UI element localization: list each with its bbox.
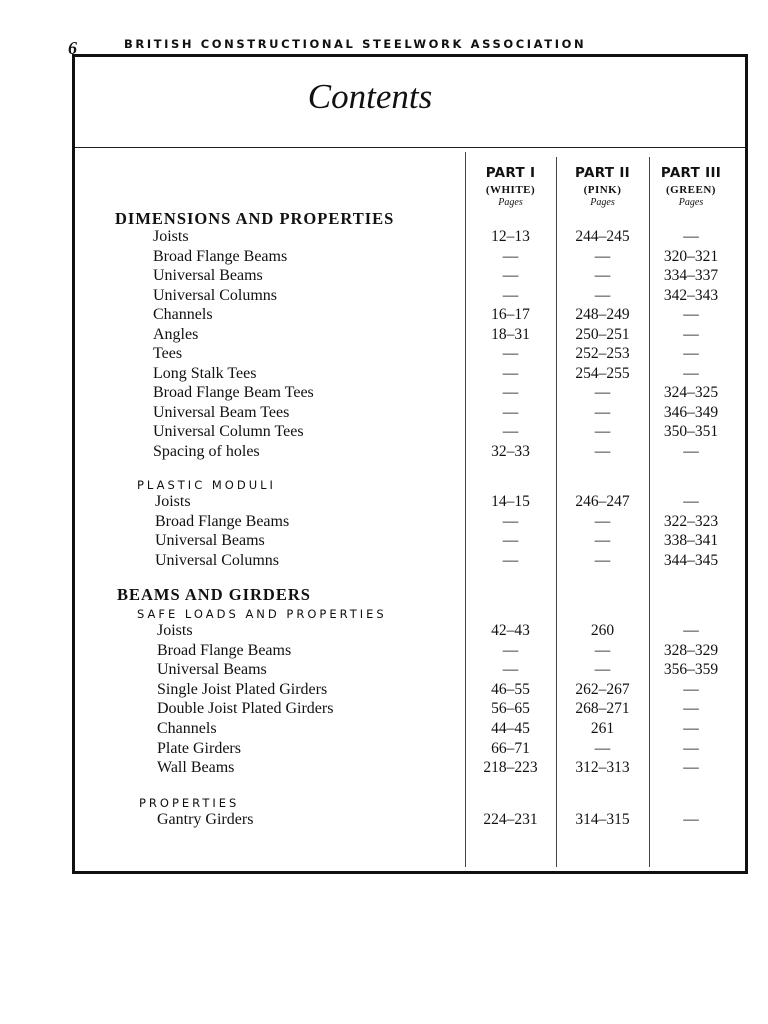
column-header-part-3: [649, 165, 733, 208]
row-pages-part-1: 44–45: [491, 720, 530, 737]
row-label: Channels: [157, 720, 217, 737]
row-pages-part-2: 252–253: [575, 345, 630, 362]
row-pages-part-3: 342–343: [663, 286, 719, 304]
row-pages-part-3: 320–321: [663, 247, 719, 265]
row-pages-part-2: 261: [590, 720, 615, 737]
row-pages-part-1: —: [502, 423, 519, 440]
contents-row: [75, 228, 745, 248]
contents-row: [75, 700, 745, 720]
contents-row: [75, 513, 745, 533]
row-pages-part-2: 262–267: [575, 680, 630, 698]
row-pages-part-1: 16–17: [491, 306, 530, 323]
row-label: Channels: [153, 306, 213, 323]
part-2-pages-label: Pages: [590, 197, 615, 208]
row-pages-part-1: —: [502, 267, 519, 284]
row-pages-part-2: —: [594, 423, 611, 440]
row-pages-part-1: —: [502, 532, 519, 549]
row-pages-part-3: 356–359: [663, 661, 719, 679]
row-pages-part-2: —: [594, 403, 611, 421]
subsection-properties: PROPERTIES: [139, 796, 240, 810]
contents-row: [75, 326, 745, 346]
part-2-title: PART II: [575, 165, 630, 181]
row-label: Universal Columns: [155, 551, 279, 569]
part-3-pages-label: Pages: [678, 197, 704, 208]
row-label: Gantry Girders: [157, 811, 254, 828]
row-pages-part-3: 338–341: [663, 532, 719, 549]
part-1-title: PART I: [485, 165, 536, 181]
row-pages-part-2: —: [594, 247, 611, 265]
contents-row: [75, 287, 745, 307]
row-pages-part-1: 18–31: [491, 325, 530, 343]
row-label: Broad Flange Beams: [157, 641, 292, 659]
row-pages-part-3: —: [683, 442, 699, 460]
row-pages-part-1: —: [502, 247, 519, 265]
row-pages-part-1: —: [502, 403, 519, 421]
row-pages-part-2: —: [594, 532, 611, 549]
row-label: Long Stalk Tees: [153, 364, 257, 382]
row-pages-part-3: —: [683, 739, 699, 757]
row-pages-part-3: —: [683, 493, 699, 510]
contents-row: [75, 443, 745, 463]
part-2-colour: (PINK): [583, 184, 622, 196]
row-label: Spacing of holes: [153, 442, 260, 460]
row-pages-part-1: 32–33: [491, 442, 530, 460]
row-pages-part-1: —: [502, 345, 519, 362]
contents-row: [75, 740, 745, 760]
row-label: Wall Beams: [157, 759, 235, 777]
contents-row: [75, 365, 745, 385]
row-pages-part-2: 268–271: [575, 700, 630, 718]
contents-row: [75, 248, 745, 268]
contents-row: [75, 552, 745, 572]
row-label: Broad Flange Beams: [153, 247, 288, 265]
row-pages-part-3: —: [683, 325, 699, 343]
contents-row: [75, 642, 745, 662]
contents-row: [75, 493, 745, 513]
row-label: Universal Beams: [155, 532, 265, 549]
row-label: Universal Beam Tees: [153, 403, 290, 421]
row-label: Joists: [157, 622, 193, 639]
row-pages-part-2: 254–255: [575, 364, 630, 382]
contents-row: [75, 811, 745, 831]
row-pages-part-2: —: [594, 442, 611, 460]
row-label: Universal Beams: [157, 661, 267, 679]
row-pages-part-2: 312–313: [575, 759, 630, 777]
row-label: Joists: [153, 228, 189, 245]
row-pages-part-1: —: [502, 661, 519, 679]
column-header-part-2: [556, 165, 649, 208]
row-pages-part-3: 322–323: [663, 512, 719, 530]
row-label: Universal Columns: [153, 286, 277, 304]
contents-row: [75, 384, 745, 404]
row-pages-part-1: —: [502, 512, 519, 530]
row-pages-part-1: 12–13: [491, 228, 530, 245]
row-pages-part-1: —: [502, 364, 519, 382]
row-pages-part-1: 66–71: [491, 739, 530, 757]
row-pages-part-3: 346–349: [663, 403, 719, 421]
row-pages-part-2: —: [594, 661, 611, 679]
row-pages-part-2: —: [594, 739, 611, 757]
contents-row: [75, 622, 745, 642]
contents-title: Contents: [307, 77, 433, 116]
row-pages-part-1: 46–55: [491, 680, 530, 698]
section-beams-and-girders: BEAMS AND GIRDERS: [117, 585, 311, 604]
row-pages-part-3: —: [683, 811, 699, 828]
row-pages-part-3: —: [683, 759, 699, 777]
row-pages-part-3: 344–345: [663, 551, 719, 569]
row-pages-part-2: 248–249: [575, 306, 630, 323]
section-dimensions-and-properties: DIMENSIONS AND PROPERTIES: [115, 209, 395, 228]
row-pages-part-3: 328–329: [663, 641, 719, 659]
row-pages-part-1: —: [502, 384, 519, 401]
row-pages-part-1: 42–43: [491, 622, 530, 639]
row-pages-part-3: —: [683, 622, 699, 639]
contents-row: [75, 681, 745, 701]
row-pages-part-3: —: [683, 306, 699, 323]
row-pages-part-1: 56–65: [491, 700, 530, 718]
row-pages-part-3: —: [683, 228, 699, 245]
subsection-safe-loads-and-properties: SAFE LOADS AND PROPERTIES: [137, 607, 387, 621]
page-number: 6: [68, 38, 77, 58]
row-pages-part-2: 246–247: [575, 493, 630, 510]
row-pages-part-3: —: [683, 364, 699, 382]
title-divider: [75, 147, 745, 148]
row-pages-part-2: —: [594, 512, 611, 530]
running-header: BRITISH CONSTRUCTIONAL STEELWORK ASSOCIATION: [124, 37, 587, 51]
contents-row: [75, 720, 745, 740]
contents-row: [75, 661, 745, 681]
row-pages-part-2: 260: [590, 622, 615, 639]
contents-row: [75, 759, 745, 779]
contents-row: [75, 532, 745, 552]
row-label: Universal Beams: [153, 267, 263, 284]
row-pages-part-3: —: [683, 720, 699, 737]
row-pages-part-3: 334–337: [663, 267, 719, 284]
row-pages-part-1: 14–15: [491, 493, 530, 510]
contents-row: [75, 404, 745, 424]
row-pages-part-1: —: [502, 286, 519, 304]
row-label: Joists: [155, 493, 191, 510]
row-label: Plate Girders: [157, 739, 241, 757]
row-pages-part-3: —: [683, 345, 699, 362]
row-pages-part-1: —: [502, 551, 519, 569]
part-1-pages-label: Pages: [498, 197, 523, 208]
row-pages-part-2: 314–315: [575, 811, 630, 828]
part-3-title: PART III: [660, 165, 722, 181]
row-pages-part-2: 250–251: [575, 325, 630, 343]
row-label: Broad Flange Beam Tees: [153, 384, 314, 401]
row-pages-part-2: —: [594, 641, 611, 659]
row-pages-part-1: 218–223: [483, 759, 538, 777]
part-1-colour: (WHITE): [485, 184, 536, 196]
contents-frame: [72, 54, 748, 874]
row-pages-part-1: —: [502, 641, 519, 659]
row-label: Single Joist Plated Girders: [157, 680, 328, 698]
row-label: Universal Column Tees: [153, 423, 304, 440]
row-pages-part-3: 350–351: [663, 423, 719, 440]
row-pages-part-2: 244–245: [575, 228, 630, 245]
row-pages-part-2: —: [594, 267, 611, 284]
part-3-colour: (GREEN): [666, 184, 716, 196]
row-pages-part-2: —: [594, 286, 611, 304]
row-label: Angles: [153, 325, 199, 343]
row-label: Broad Flange Beams: [155, 512, 290, 530]
column-header-part-1: [465, 165, 556, 208]
row-pages-part-2: —: [594, 551, 611, 569]
row-pages-part-3: —: [683, 680, 699, 698]
subsection-plastic-moduli: PLASTIC MODULI: [137, 478, 276, 492]
row-label: Tees: [153, 345, 183, 362]
contents-row: [75, 306, 745, 326]
row-pages-part-3: 324–325: [663, 384, 719, 401]
row-pages-part-1: 224–231: [483, 811, 538, 828]
contents-row: [75, 267, 745, 287]
row-pages-part-3: —: [683, 700, 699, 718]
contents-row: [75, 345, 745, 365]
contents-row: [75, 423, 745, 443]
row-pages-part-2: —: [594, 384, 611, 401]
row-label: Double Joist Plated Girders: [157, 700, 334, 718]
